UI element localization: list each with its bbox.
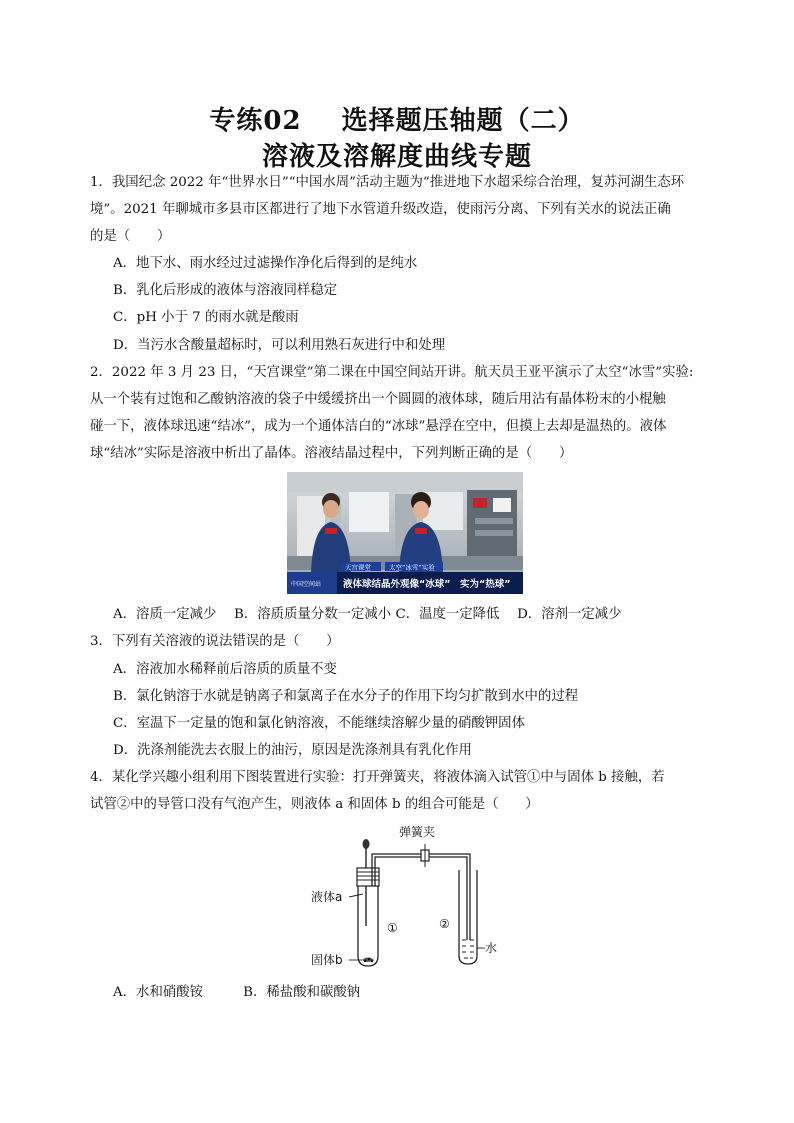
q2-line-1: 2．2022 年 3 月 23 日，“天宫课堂”第二课在中国空间站开讲。航天员王亚平演示了太空“冰雪”实验: — [90, 365, 694, 380]
q2-options: A．溶质一定减少 B．溶质质量分数一定减小 C．温度一定降低 D．溶剂一定减少 — [113, 607, 622, 622]
q1-line-3: 的是（ ） — [90, 229, 171, 244]
q3-option-d: D．洗涤剂能洗去衣服上的油污，原因是洗涤剂具有乳化作用 — [113, 743, 472, 758]
q2-line-2: 从一个装有过饱和乙酸钠溶液的袋子中缓缓挤出一个圆圆的液体球，随后用沾有晶体粉末的小棍触 — [90, 392, 666, 407]
tube-1-label: ① — [387, 921, 398, 935]
clip-label: 弹簧夹 — [399, 825, 436, 839]
liquid-a-label: 液体a — [311, 890, 343, 904]
q1-line-2: 境”。2021 年聊城市多县市区都进行了地下水管道升级改造，使雨污分离、下列有关水的说法正确 — [90, 202, 671, 217]
tube-2-label: ② — [439, 917, 450, 931]
page-topic: 溶液及溶解度曲线专题 — [261, 142, 532, 172]
q1-option-b: B．乳化后形成的液体与溶液同样稳定 — [113, 283, 338, 298]
q1-option-d: D．当污水含酸量超标时，可以利用熟石灰进行中和处理 — [113, 338, 446, 353]
page-title — [0, 100, 794, 137]
title-sub: 选择题压轴题（二） — [341, 106, 585, 136]
test-tube-1 — [358, 880, 378, 966]
q1-line-1: 1．我国纪念 2022 年“世界水日”“中国水周”活动主题为“推进地下水超采综合治理，复苏河湖生态环 — [90, 175, 685, 190]
q1-option-c: C．pH 小于 7 的雨水就是酸雨 — [113, 310, 299, 325]
apparatus-diagram — [305, 822, 505, 972]
photo-tag-1: 天宫课堂 — [345, 563, 371, 572]
q3-option-a: A．溶液加水稀释前后溶质的质量不变 — [113, 662, 337, 677]
q3-option-c: C．室温下一定量的饱和氯化钠溶液，不能继续溶解少量的硝酸钾固体 — [113, 716, 525, 731]
q2-line-3: 碰一下，液体球迅速“结冰”，成为一个通体洁白的“冰球”悬浮在空中，但摸上去却是温热的。液体 — [90, 419, 667, 434]
q3-line-1: 3．下列有关溶液的说法错误的是（ ） — [90, 634, 340, 649]
q4-line-2: 试管②中的导管口没有气泡产生，则液体 a 和固体 b 的组合可能是（ ） — [90, 797, 539, 812]
photo-channel: 中国空间站 — [291, 581, 322, 588]
q4-line-1: 4．某化学兴趣小组利用下图装置进行实验：打开弹簧夹，将液体滴入试管①中与固体 b 接触，若 — [90, 770, 665, 785]
q4-options: A．水和硝酸铵 B．稀盐酸和碳酸钠 — [113, 985, 361, 1000]
title-main: 专练02 — [209, 106, 302, 136]
stopper — [357, 868, 379, 886]
q1-option-a: A．地下水、雨水经过过滤操作净化后得到的是纯水 — [113, 256, 418, 271]
dropper-bulb — [363, 839, 370, 849]
space-station-photo — [287, 472, 523, 594]
water-label: 水 — [485, 941, 498, 955]
test-tube-2 — [459, 870, 477, 964]
q3-option-b: B．氯化钠溶于水就是钠离子和氯离子在水分子的作用下均匀扩散到水中的过程 — [113, 689, 579, 704]
solid-b-label: 固体b — [311, 953, 343, 967]
water — [462, 940, 474, 958]
photo-caption: 液体球结晶外观像“冰球” 实为“热球” — [343, 579, 511, 590]
q2-line-4: 球“结冰”实际是溶液中析出了晶体。溶液结晶过程中，下列判断正确的是（ ） — [90, 446, 573, 461]
photo-tag-2: 太空“冰雪”实验 — [389, 563, 435, 572]
